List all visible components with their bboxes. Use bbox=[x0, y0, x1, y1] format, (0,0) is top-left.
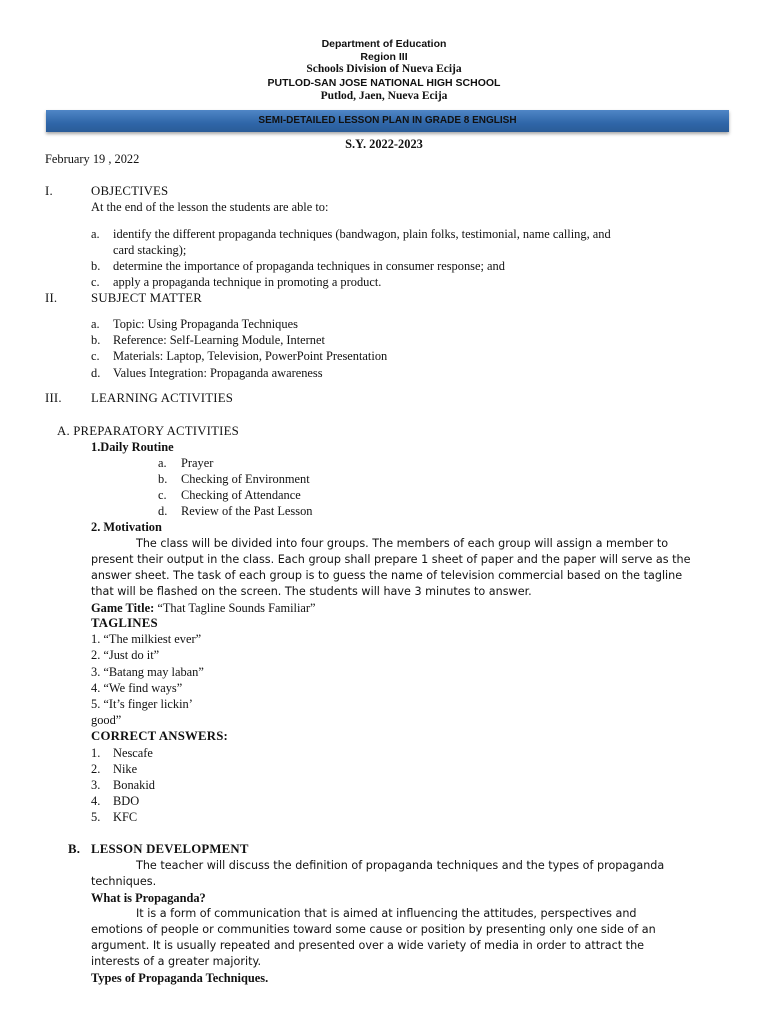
answer-5: KFC bbox=[113, 810, 138, 824]
school-year: S.Y. 2022-2023 bbox=[345, 137, 423, 151]
answer-5-mark: 5. bbox=[91, 810, 101, 824]
answer-1: Nescafe bbox=[113, 746, 153, 760]
learning-title: LEARNING ACTIVITIES bbox=[91, 391, 234, 405]
subject-matter-number: II. bbox=[45, 291, 58, 305]
header-region: Region III bbox=[360, 51, 408, 63]
answer-2-mark: 2. bbox=[91, 762, 101, 776]
tagline-4: 4. “We find ways” bbox=[91, 681, 183, 695]
header-division: Schools Division of Nueva Ecija bbox=[306, 63, 462, 75]
subject-b-mark: b. bbox=[91, 333, 101, 347]
routine-b-mark: b. bbox=[158, 472, 168, 486]
motivation-line-2: present their output in the class. Each group shall prepare 1 sheet of paper and the paper will serve as the bbox=[91, 553, 691, 566]
subject-values: Values Integration: Propaganda awareness bbox=[113, 366, 323, 380]
routine-a-mark: a. bbox=[158, 456, 167, 470]
subject-materials: Materials: Laptop, Television, PowerPoint Presentation bbox=[113, 349, 388, 363]
learning-number: III. bbox=[45, 391, 62, 405]
answer-4: BDO bbox=[113, 794, 140, 808]
objective-b-mark: b. bbox=[91, 259, 101, 273]
subject-matter-title: SUBJECT MATTER bbox=[91, 291, 202, 305]
subject-c-mark: c. bbox=[91, 349, 100, 363]
motivation-title: 2. Motivation bbox=[91, 520, 162, 534]
tagline-1: 1. “The milkiest ever” bbox=[91, 632, 202, 646]
objective-a-line2: card stacking); bbox=[113, 243, 187, 257]
banner-title: SEMI-DETAILED LESSON PLAN IN GRADE 8 ENGLISH bbox=[258, 115, 517, 126]
answer-3-mark: 3. bbox=[91, 778, 101, 792]
subject-d-mark: d. bbox=[91, 366, 101, 380]
subject-reference: Reference: Self-Learning Module, Internet bbox=[113, 333, 325, 347]
motivation-line-4: that will be flashed on the screen. The students will have 3 minutes to answer. bbox=[91, 585, 532, 598]
answer-1-mark: 1. bbox=[91, 746, 101, 760]
header-school: PUTLOD-SAN JOSE NATIONAL HIGH SCHOOL bbox=[267, 77, 501, 89]
routine-environment: Checking of Environment bbox=[181, 472, 310, 486]
answer-3: Bonakid bbox=[113, 778, 155, 792]
definition-line-3: argument. It is usually repeated and presented over a wide variety of media in order to attract the bbox=[91, 939, 645, 952]
definition-line-1: It is a form of communication that is aimed at influencing the attitudes, perspectives and bbox=[136, 907, 637, 920]
objectives-intro: At the end of the lesson the students are able to: bbox=[91, 200, 329, 214]
definition-line-4: interests of a greater majority. bbox=[91, 955, 262, 968]
tagline-5: 5. “It’s finger lickin’ bbox=[91, 697, 193, 711]
objective-a-line1: identify the different propaganda techniques (bandwagon, plain folks, testimonial, name calling, and bbox=[113, 227, 611, 241]
objective-a-mark: a. bbox=[91, 227, 100, 241]
taglines-title: TAGLINES bbox=[91, 616, 158, 630]
objective-b-text: determine the importance of propaganda techniques in consumer response; and bbox=[113, 259, 505, 273]
preparatory-title: A. PREPARATORY ACTIVITIES bbox=[57, 424, 239, 438]
types-of-propaganda-title: Types of Propaganda Techniques. bbox=[91, 971, 269, 985]
routine-review: Review of the Past Lesson bbox=[181, 504, 313, 518]
motivation-line-1: The class will be divided into four groups. The members of each group will assign a member to bbox=[136, 537, 669, 550]
objective-c-text: apply a propaganda technique in promoting a product. bbox=[113, 275, 382, 289]
development-intro-line-2: techniques. bbox=[91, 875, 157, 888]
routine-d-mark: d. bbox=[158, 504, 168, 518]
subject-topic: Topic: Using Propaganda Techniques bbox=[113, 317, 298, 331]
header-department: Department of Education bbox=[321, 38, 447, 50]
routine-attendance: Checking of Attendance bbox=[181, 488, 301, 502]
objectives-title: OBJECTIVES bbox=[91, 184, 169, 198]
correct-answers-title: CORRECT ANSWERS: bbox=[91, 729, 229, 743]
routine-prayer: Prayer bbox=[181, 456, 214, 470]
routine-c-mark: c. bbox=[158, 488, 167, 502]
daily-routine-title: 1.Daily Routine bbox=[91, 440, 174, 454]
lesson-development-mark: B. bbox=[68, 842, 81, 856]
game-title-label: Game Title: bbox=[91, 601, 155, 615]
development-intro-line-1: The teacher will discuss the definition of propaganda techniques and the types of propaganda bbox=[136, 859, 665, 872]
game-title-value: “That Tagline Sounds Familiar” bbox=[154, 601, 316, 615]
objective-c-mark: c. bbox=[91, 275, 100, 289]
tagline-5-cont: good” bbox=[91, 713, 122, 727]
objectives-number: I. bbox=[45, 184, 53, 198]
definition-line-2: emotions of people or communities toward some cause or position by presenting only one side of an bbox=[91, 923, 656, 936]
lesson-plan-banner bbox=[46, 110, 729, 132]
what-is-propaganda: What is Propaganda? bbox=[91, 891, 206, 905]
subject-a-mark: a. bbox=[91, 317, 100, 331]
answer-2: Nike bbox=[113, 762, 138, 776]
motivation-line-3: answer sheet. The task of each group is to guess the name of television commercial based on the tagline bbox=[91, 569, 683, 582]
tagline-2: 2. “Just do it” bbox=[91, 648, 160, 662]
lesson-development-title: LESSON DEVELOPMENT bbox=[91, 842, 249, 856]
game-title-line bbox=[91, 601, 316, 616]
date: February 19 , 2022 bbox=[45, 152, 140, 166]
tagline-3: 3. “Batang may laban” bbox=[91, 665, 204, 679]
answer-4-mark: 4. bbox=[91, 794, 101, 808]
header-address: Putlod, Jaen, Nueva Ecija bbox=[320, 90, 448, 102]
